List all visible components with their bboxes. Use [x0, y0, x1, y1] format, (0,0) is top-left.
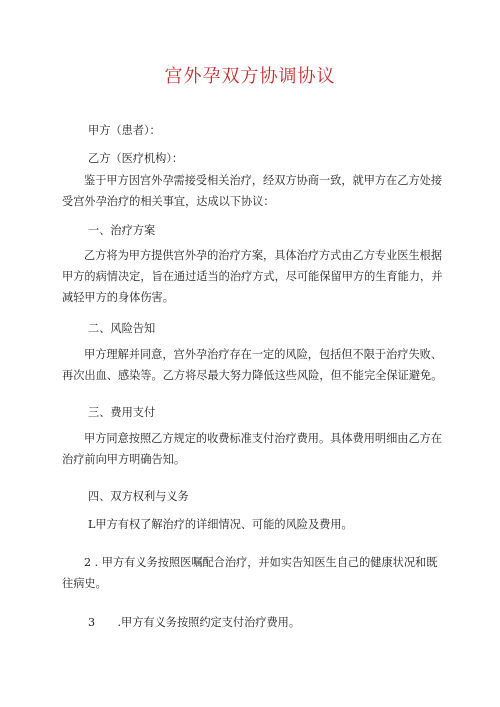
section-3-heading: 三、费用支付: [88, 406, 156, 419]
list-item-2: 2 . 甲方有义务按照医嘱配合治疗，并如实告知医生自己的健康状况和既往病史。: [62, 556, 438, 590]
party-a-line: 甲方（患者）：: [88, 124, 161, 137]
intro-paragraph: 鉴于甲方因宫外孕需接受相关治疗，经双方协商一致，就甲方在乙方处接受宫外孕治疗的相关事宜，达成以下协议：: [62, 174, 443, 208]
list-item-1: L甲方有权了解治疗的详细情况、可能的风险及费用。: [88, 518, 353, 531]
section-1-body: 乙方将为甲方提供宫外孕的治疗方案，具体治疗方式由乙方专业医生根据甲方的病情决定，旨在通过适当的治疗方式，尽可能保留甲方的生育能力，并减轻甲方的身体伤害。: [62, 249, 443, 304]
section-4-heading: 四、双方权利与义务: [88, 490, 189, 503]
document-title: 宫外孕双方协调协议: [164, 66, 336, 87]
section-2-body: 甲方理解并同意，宫外孕治疗存在一定的风险，包括但不限于治疗失败、再次出血、感染等。乙方将尽最大努力降低这些风险，但不能完全保证避免。: [62, 348, 443, 382]
section-2-heading: 二、风险告知: [88, 322, 156, 335]
section-1-heading: 一、治疗方案: [88, 224, 156, 237]
section-3-body: 甲方同意按照乙方规定的收费标准支付治疗费用。具体费用明细由乙方在治疗前向甲方明确告知。: [62, 432, 443, 466]
party-b-line: 乙方（医疗机构）：: [88, 152, 184, 165]
list-item-3: 3 .甲方有义务按照约定支付治疗费用。: [88, 616, 301, 629]
